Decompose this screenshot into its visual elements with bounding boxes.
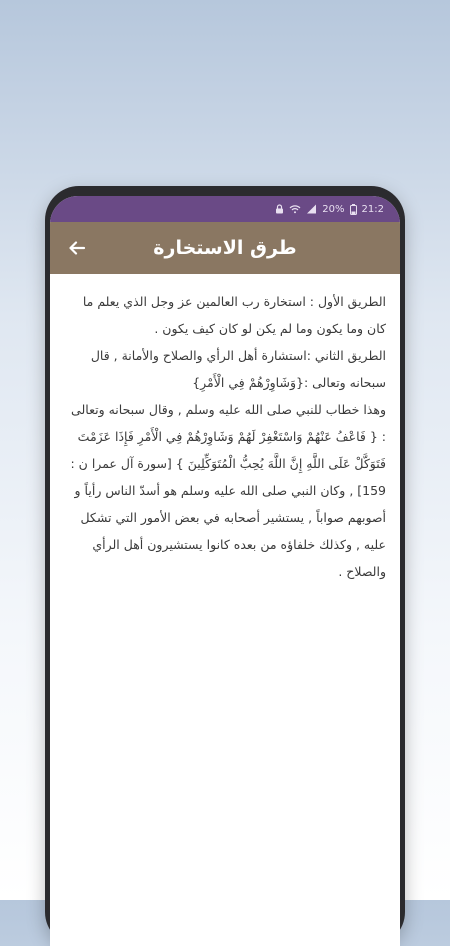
signal-icon [306,204,317,214]
app-screen [50,196,400,946]
battery-percent: 20% [322,203,345,215]
paragraph-second-method: الطريق الثاني :استشارة أهل الرأي والصلاح والأمانة , قال سبحانه وتعالى :{وَشَاوِرْهُمْ فِي الْأَمْرِ} [90,348,386,390]
lock-icon [275,204,284,214]
paragraph-first-method: الطريق الأول : استخارة رب العالمين عز وجل الذي يعلم ما كان وما يكون وما لم يكن لو كان كيف يكون . [82,294,386,336]
status-bar [50,196,400,222]
app-toolbar [50,222,400,274]
wifi-icon [289,204,301,214]
paragraph-explanation: وهذا خطاب للنبي صلى الله عليه وسلم , وقال سبحانه وتعالى : { فَاعْفُ عَنْهُمْ وَاسْتَغْفِرْ لَهُمْ وَشَاوِرْهُمْ فِي الْأَمْرِ فَإِذَا عَزَمْتَ فَتَوَكَّلْ عَلَى اللَّهِ إِنَّ اللَّهَ يُحِبُّ الْمُتَوَكِّلِينَ } [سورة آل عمرا ن : 159] , وكان النبي صلى الله عليه وسلم هو أسدّ الناس رأياً و أصوبهم صواباً , يستشير أصحابه في بعض الأمور التي تشكل عليه , وكذلك خلفاؤه من بعده كانوا يستشيرون أهل الرأي والصلاح . [70,402,386,579]
battery-icon [350,204,357,215]
page-title: طرق الاستخارة [153,237,297,259]
status-time: 21:2 [361,203,384,215]
phone-frame [45,186,405,946]
article-body [50,274,400,585]
